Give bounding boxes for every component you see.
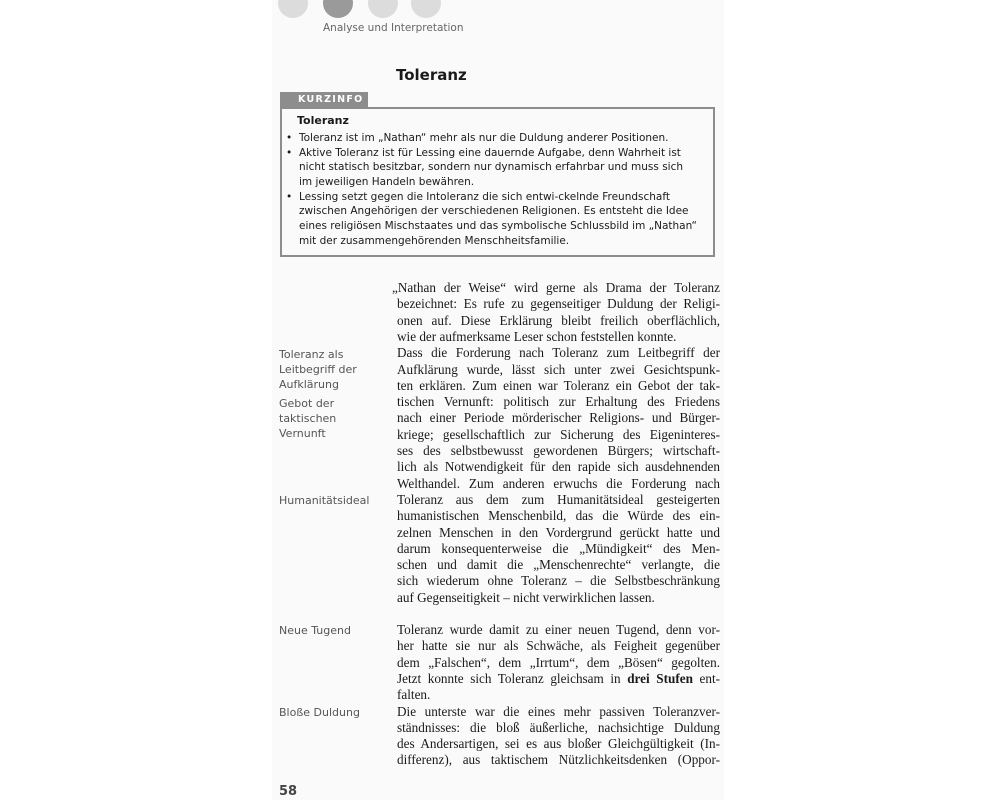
body-line: auf Gegenseitigkeit – nicht verwirklichen lassen.	[397, 589, 655, 605]
body-line: her hatte sie nur als Schwäche, als Feigheit gegenüber	[397, 638, 720, 654]
kurzinfo-tab: KURZINFO	[280, 92, 368, 108]
body-line: des Andersartigen, sei es aus bloßer Gleichgültigkeit (In-	[397, 736, 720, 752]
kurzinfo-heading: Toleranz	[297, 114, 349, 127]
margin-note-gebot-vernunft	[279, 396, 389, 441]
kurzinfo-line	[286, 146, 706, 161]
margin-note-line: Bloße Duldung	[279, 706, 360, 719]
body-line: nach einer Periode mörderischer Religions- und Bürger-	[397, 410, 720, 426]
kurzinfo-text: Toleranz ist im „Nathan“ mehr als nur die Duldung anderer Positionen.	[299, 132, 669, 144]
margin-note-neue-tugend	[279, 623, 389, 638]
margin-note-line: Leitbegriff der	[279, 363, 357, 376]
margin-note-line: taktischen	[279, 412, 337, 425]
kurzinfo-text: Aktive Toleranz ist für Lessing eine dauernde Aufgabe, denn Wahrheit ist	[299, 146, 681, 159]
margin-note-line: Gebot der	[279, 397, 335, 410]
margin-note-humanitaetsideal	[279, 493, 389, 508]
kurzinfo-line	[286, 234, 706, 249]
kurzinfo-line	[286, 131, 706, 146]
margin-note-line: Aufklärung	[279, 378, 339, 391]
body-line: sich wiederum ohne Toleranz – die Selbstbeschränkung	[397, 573, 720, 589]
body-line: humanistischen Menschenbild, das die Würde des ein-	[397, 508, 720, 524]
body-line: ses des selbstbewusst gewordenen Bürgers; wirtschaft-	[397, 443, 720, 458]
emphasis-text: drei Stufen	[627, 670, 693, 686]
body-line: falten.	[397, 687, 431, 703]
body-line: Welthandel. Zum anderen erwuchs die Forderung nach	[397, 475, 720, 491]
body-line: tischen Vernunft: politisch zur Erhaltung des Friedens	[397, 394, 720, 410]
kurzinfo-text: eines religiösen Mischstaates und das symbolische Schlussbild im „Nathan“	[299, 220, 697, 233]
kurzinfo-line	[286, 219, 706, 234]
body-line	[397, 671, 720, 688]
body-line: kriege; gesellschaftlich zur Sicherung des Eigeninteres-	[397, 426, 720, 442]
body-line: Aufklärung wurde, lässt sich unter zwei Gesichtspunk-	[397, 361, 720, 377]
margin-note-line: Humanitätsideal	[279, 494, 370, 507]
kurzinfo-line	[286, 190, 706, 205]
body-line: zelnen Menschen in den Vordergrund gerückt hatte und	[397, 524, 720, 540]
body-line: dem „Falschen“, dem „Irrtum“, dem „Bösen“ gegolten.	[397, 654, 720, 670]
body-line: darum konsequenterweise die „Mündigkeit“ des Men-	[397, 540, 720, 556]
page-number: 58	[279, 784, 298, 799]
kurzinfo-text: nicht statisch besitzbar, sondern nur dynamisch erfahrbar und muss sich	[299, 161, 684, 174]
body-text-span: Jetzt konnte sich Toleranz gleichsam in	[397, 670, 621, 686]
body-line: lich als Notwendigkeit für den rapide sich ausdehnenden	[397, 459, 720, 475]
body-line: bezeichnet: Es rufe zu gegenseitiger Duldung der Religi-	[397, 296, 720, 312]
kurzinfo-text: Lessing setzt gegen die Intoleranz die sich entwi-ckelnde Freundschaft	[299, 190, 670, 203]
margin-note-line: Neue Tugend	[279, 624, 351, 637]
margin-note-toleranz-leitbegriff	[279, 347, 389, 392]
body-line: wie der aufmerksame Leser schon feststellen konnte.	[397, 328, 677, 344]
body-line: „Nathan der Weise“ wird gerne als Drama der Toleranz	[392, 280, 720, 295]
margin-note-line: Vernunft	[279, 427, 326, 440]
body-line: Dass die Forderung nach Toleranz zum Leitbegriff der	[397, 345, 720, 361]
body-line: onen auf. Diese Erklärung bleibt freilich oberflächlich,	[397, 312, 720, 328]
kurzinfo-text: mit der zusammengehörenden Menschheitsfamilie.	[299, 234, 570, 247]
body-line: ten erklären. Zum einen war Toleranz ein Gebot der tak-	[397, 377, 720, 393]
kurzinfo-line	[286, 204, 706, 219]
body-line: Die unterste war die eines mehr passiven Toleranzver-	[397, 703, 720, 719]
body-line: Toleranz aus dem zum Humanitätsideal gesteigerten	[397, 491, 720, 507]
kurzinfo-line	[286, 160, 706, 175]
bullet: •	[286, 132, 293, 144]
body-line: Toleranz wurde damit zu einer neuen Tugend, denn vor-	[397, 622, 720, 637]
body-line: schen und damit die „Menschenrechte“ verlangte, die	[397, 557, 720, 573]
kurzinfo-list	[286, 131, 706, 249]
kurzinfo-text: im jeweiligen Handeln bewähren.	[299, 176, 475, 189]
chapter-title: Toleranz	[396, 66, 467, 84]
margin-note-line: Toleranz als	[279, 348, 344, 361]
body-text-span: ent-	[699, 670, 721, 686]
section-label: Analyse und Interpretation	[323, 22, 464, 34]
kurzinfo-text: zwischen Angehörigen der verschiedenen Religionen. Es entsteht die Idee	[299, 205, 689, 218]
kurzinfo-line	[286, 175, 706, 190]
body-line: differenz), aus taktischem Nützlichkeitsdenken (Oppor-	[397, 752, 720, 768]
bullet: •	[286, 190, 293, 203]
bullet: •	[286, 146, 293, 159]
margin-note-blosse-duldung	[279, 705, 389, 720]
body-line: ständnisses: die bloß äußerliche, nachsichtige Duldung	[397, 719, 720, 735]
